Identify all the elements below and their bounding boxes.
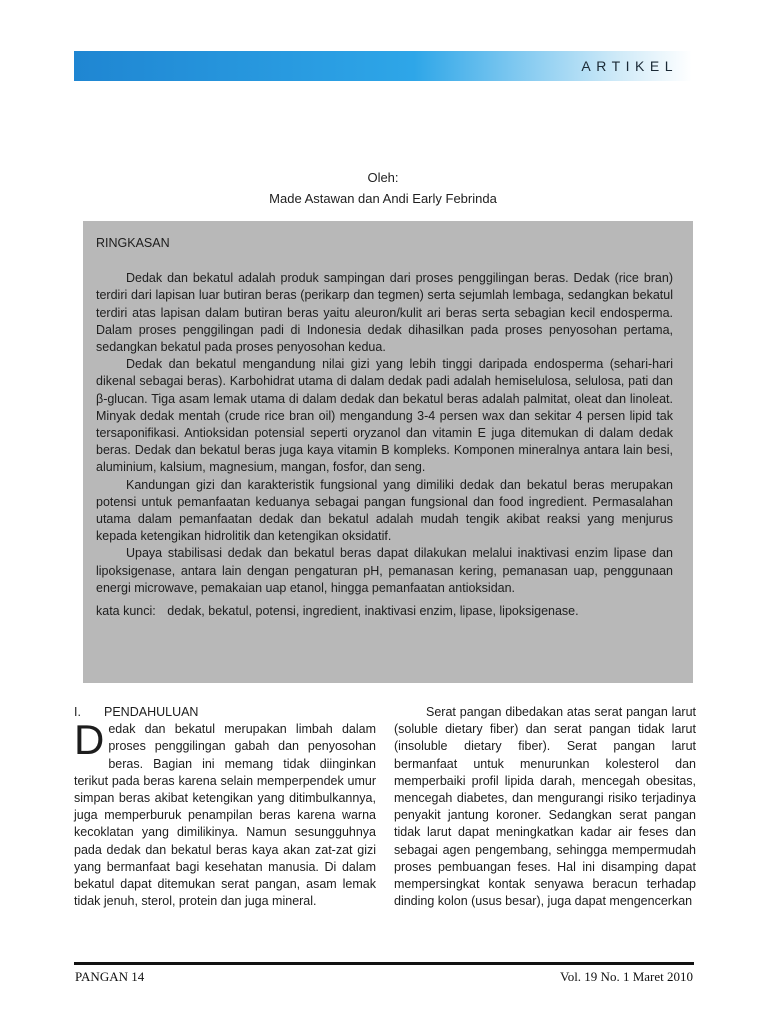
abstract-box — [83, 221, 693, 683]
abstract-paragraph: Dedak dan bekatul mengandung nilai gizi yang lebih tinggi daripada endosperma (sehari-hari dikenal sebagai beras). Karbohidrat utama di dalam dedak padi adalah hemiselulosa, selulosa, pati dan β-glucan. Tiga asam lemak utama di dalam dedak dan bekatul beras adalah palmitat, oleat dan linoleat. Minyak dedak mentah (crude rice bran oil) mengandung 3-4 persen wax dan sekitar 4 persen lipid tak tersaponifikasi. Antioksidan potensial seperti oryzanol dan vitamin E juga ditemukan di dalam dedak beras. Dedak dan bekatul beras juga kaya vitamin B kompleks. Komponen mineralnya antara lain besi, aluminium, kalsium, magnesium, mangan, fosfor, dan seng. — [96, 357, 673, 475]
section-heading — [74, 704, 376, 721]
byline-authors: Made Astawan dan Andi Early Febrinda — [269, 191, 497, 206]
abstract-paragraph: Kandungan gizi dan karakteristik fungsional yang dimiliki dedak dan bekatul beras merupakan potensi untuk pemanfaatan keduanya sebagai pangan fungsional dan food ingredient. Permasalahan utama dalam pemanfaatan dedak dan bekatul adalah mudah tengik akibat reaksi yang menjurus kepada ketengikan hidrolitik dan ketengikan oksidatif. — [96, 477, 673, 544]
drop-cap: D — [74, 716, 105, 764]
section-title: PENDAHULUAN — [104, 705, 199, 719]
abstract-paragraph: Dedak dan bekatul adalah produk sampingan dari proses penggilingan beras. Dedak (rice bran) terdiri dari lapisan luar butiran beras (perikarp dan tegmen) serta sejumlah lembaga, sedangkan bekatul terdiri atas lapisan dalam butiran beras yaitu aleuron/kulit ari beras serta sebagian kecil endosperma. Dalam proses penggilingan padi di Indonesia dedak dihasilkan pada proses penyosohan pertama, sedangkan bekatul pada proses penyosohan kedua. — [96, 271, 673, 355]
body-column-left — [74, 704, 376, 910]
section-label: ARTIKEL — [581, 58, 678, 74]
footer-page-label: PANGAN 14 — [75, 969, 145, 984]
fiber-paragraph: Serat pangan dibedakan atas serat pangan larut (soluble dietary fiber) dan serat pangan tidak larut (insoluble dietary fiber). Serat pangan larut bermanfaat untuk menurunkan kolesterol dan memperbaiki profil lipida darah, mencegah obesitas, mencegah diabetes, dan mengurangi risiko terjadinya penyakit jantung koroner. Sedangkan serat pangan tidak larut dapat meningkatkan kadar air feses dan sebagai agen pengembang, sehingga mempermudah proses pembuangan feses. Hal ini disamping dapat mempersingkat kontak senyawa beracun terhadap dinding kolon (usus besar), juga dapat mengencerkan — [394, 705, 696, 909]
keywords-list: dedak, bekatul, potensi, ingredient, inaktivasi enzim, lipase, lipoksigenase. — [167, 604, 579, 619]
abstract-paragraph: Upaya stabilisasi dedak dan bekatul beras dapat dilakukan melalui inaktivasi enzim lipase dan lipoksigenase, antara lain dengan pengaturan pH, pemanasan kering, pemanasan uap, penggunaan energi microwave, pemakaian uap etanol, hingga pemanfaatan antioksidan. — [96, 546, 673, 595]
abstract-title: RINGKASAN — [96, 236, 170, 250]
header-banner — [74, 51, 692, 81]
keywords-label: kata kunci: — [96, 604, 156, 619]
byline-label: Oleh: — [367, 170, 399, 185]
keywords-line — [96, 603, 673, 620]
intro-paragraph — [74, 716, 376, 910]
body-column-right — [394, 704, 696, 910]
intro-text: edak dan bekatul merupakan limbah dalam proses penggilingan gabah dan penyosohan beras. Bagian ini memang tidak diinginkan terikut pada beras karena selain memperpendek umur simpan beras akibat ketengikan yang ditimbulkannya, juga memperburuk penampilan beras karena warna kecoklatan yang dimilikinya. Namun sesungguhnya pada dedak dan bekatul beras kaya akan zat-zat gizi yang bermanfaat bagi kesehatan manusia. Di dalam bekatul dapat ditemukan serat pangan, asam lemak tidak jenuh, sterol, protein dan juga mineral. — [74, 722, 376, 909]
footer-divider — [74, 962, 694, 965]
section-number: I. — [74, 705, 81, 719]
footer-issue-label: Vol. 19 No. 1 Maret 2010 — [559, 969, 693, 984]
